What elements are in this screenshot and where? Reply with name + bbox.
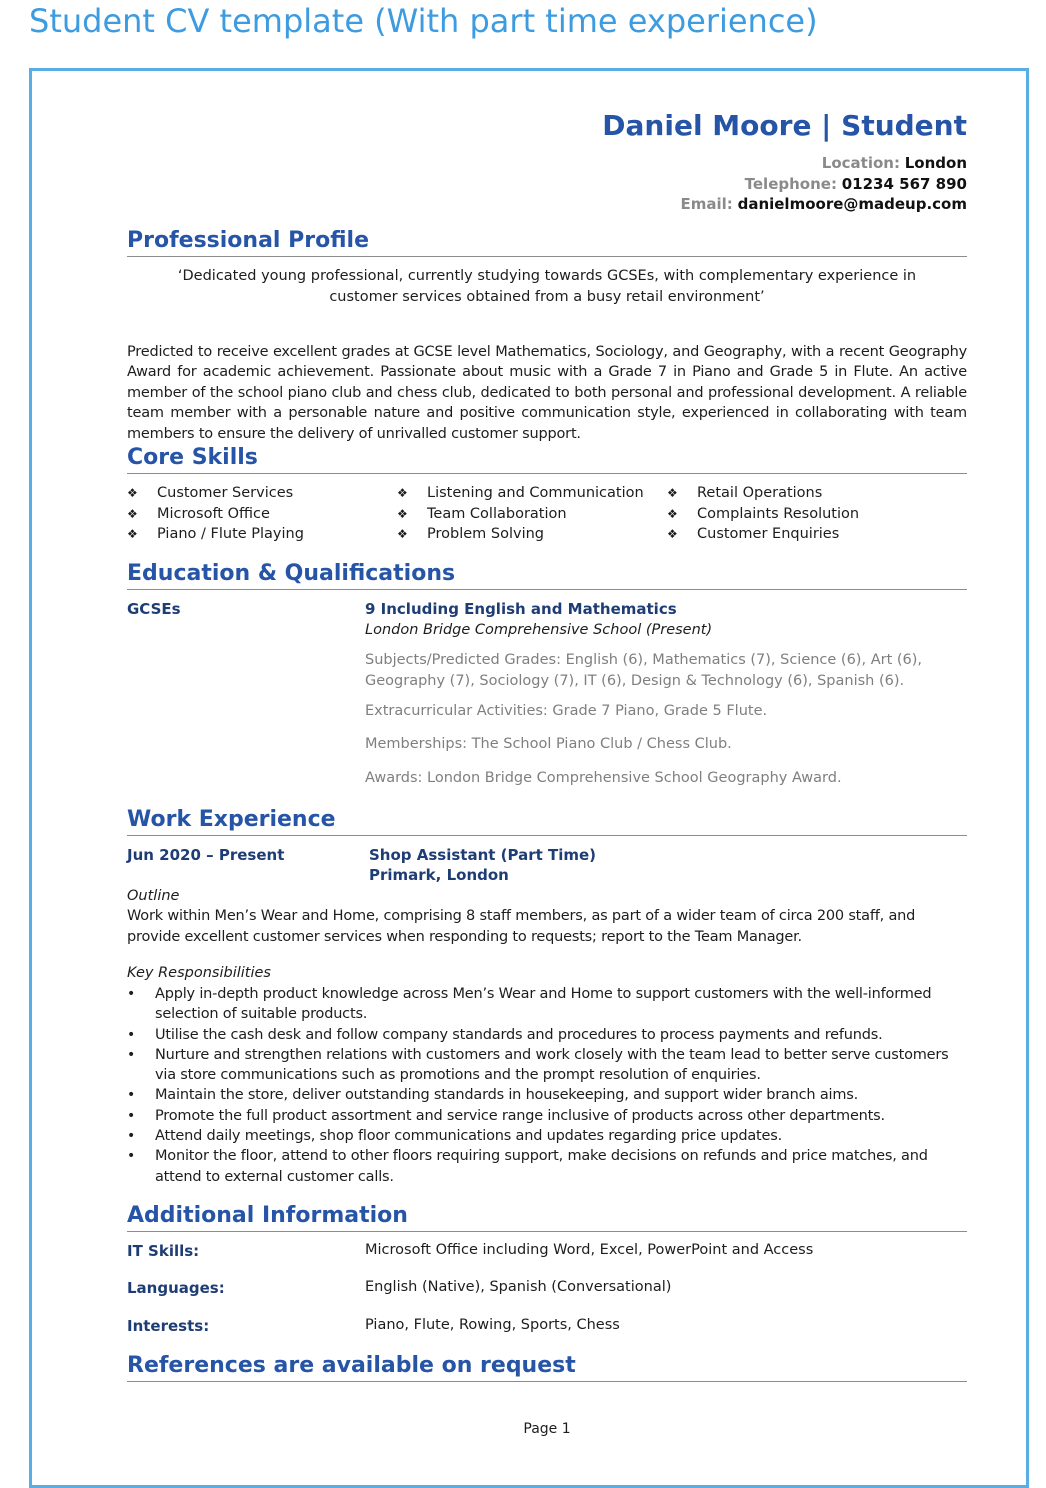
contact-label: Telephone: xyxy=(744,174,837,193)
skill-item: ❖ Problem Solving xyxy=(397,524,644,545)
education-memberships: Memberships: The School Piano Club / Chess Club. xyxy=(365,736,732,752)
contact-label: Email: xyxy=(680,195,733,213)
contact-email xyxy=(681,194,967,215)
info-value-it: Microsoft Office including Word, Excel, PowerPoint and Access xyxy=(365,1242,814,1258)
candidate-name: Daniel Moore | Student xyxy=(602,109,967,142)
job-outline: Work within Men’s Wear and Home, comprising 8 staff members, as part of a wider team of circa 200 staff, and provide excellent customer services when responding to requests; report to the Team Manager. xyxy=(127,908,916,945)
skill-item: ❖ Listening and Communication xyxy=(397,483,644,504)
cv-document-frame xyxy=(29,68,1029,1488)
education-extracurricular: Extracurricular Activities: Grade 7 Piano, Grade 5 Flute. xyxy=(365,703,768,719)
skill-item: ❖ Piano / Flute Playing xyxy=(127,524,304,545)
contact-details xyxy=(681,153,967,215)
skill-item: ❖ Customer Services xyxy=(127,483,304,504)
education-heading: 9 Including English and Mathematics xyxy=(365,600,677,618)
job-dates: Jun 2020 – Present xyxy=(127,846,285,864)
skill-item: ❖ Customer Enquiries xyxy=(667,524,859,545)
section-title-references: References are available on request xyxy=(127,1352,967,1382)
page-number: Page 1 xyxy=(523,1421,571,1437)
skill-item: ❖ Complaints Resolution xyxy=(667,504,859,525)
section-title-work: Work Experience xyxy=(127,806,967,836)
contact-value: London xyxy=(904,154,967,172)
skill-item: ❖ Retail Operations xyxy=(667,483,859,504)
contact-value: danielmoore@madeup.com xyxy=(737,195,967,213)
responsibility-item: • Promote the full product assortment and service range inclusive of products across other departments. xyxy=(155,1106,967,1126)
contact-label: Location: xyxy=(821,154,900,172)
responsibility-item: • Apply in-depth product knowledge across Men’s Wear and Home to support customers with the well-informed selection of suitable products. xyxy=(155,984,967,1025)
education-school: London Bridge Comprehensive School (Present) xyxy=(365,622,713,638)
job-employer: Primark, London xyxy=(369,866,509,884)
info-label-languages: Languages: xyxy=(127,1279,225,1297)
education-awards: Awards: London Bridge Comprehensive School Geography Award. xyxy=(365,770,842,786)
section-title-skills: Core Skills xyxy=(127,444,967,474)
education-label: GCSEs xyxy=(127,600,181,618)
skill-item: ❖ Microsoft Office xyxy=(127,504,304,525)
section-title-education: Education & Qualifications xyxy=(127,560,967,590)
contact-value: 01234 567 890 xyxy=(841,174,967,193)
education-subjects: Subjects/Predicted Grades: English (6), Mathematics (7), Science (6), Art (6), Geography (7), Sociology (7), IT (6), Design & Technology (6), Spanish (6). xyxy=(365,652,923,689)
page-heading: Student CV template (With part time experience) xyxy=(29,2,818,40)
profile-quote-line: customer services obtained from a busy retail environment’ xyxy=(329,288,765,305)
responsibility-item: • Nurture and strengthen relations with customers and work closely with the team lead to better serve customers via store communications such as promotions and the prompt resolution of enquiries. xyxy=(155,1045,967,1086)
profile-summary: Predicted to receive excellent grades at GCSE level Mathematics, Sociology, and Geography, with a recent Geography Award for academic achievement. Passionate about music with a Grade 7 in Piano and Grade 5 in Flute. An active member of the school piano club and chess club, dedicated to both personal and professional development. A reliable team member with a personable nature and positive communication style, experienced in collaborating with team members to ensure the delivery of unrivalled customer support. xyxy=(127,343,967,442)
responsibilities-list xyxy=(127,984,967,1187)
info-value-interests: Piano, Flute, Rowing, Sports, Chess xyxy=(365,1317,620,1333)
section-title-additional: Additional Information xyxy=(127,1202,967,1232)
profile-quote xyxy=(127,266,967,307)
info-label-it: IT Skills: xyxy=(127,1242,200,1260)
skill-item: ❖ Team Collaboration xyxy=(397,504,644,525)
skills-column xyxy=(127,483,304,545)
section-title-profile: Professional Profile xyxy=(127,227,967,257)
responsibility-item: • Maintain the store, deliver outstanding standards in housekeeping, and support wider branch aims. xyxy=(155,1085,967,1105)
responsibilities-label: Key Responsibilities xyxy=(127,965,271,981)
info-label-interests: Interests: xyxy=(127,1317,210,1335)
responsibility-item: • Monitor the floor, attend to other floors requiring support, make decisions on refunds and price matches, and attend to external customer calls. xyxy=(155,1146,967,1187)
profile-quote-line: ‘Dedicated young professional, currently studying towards GCSEs, with complementary experience in xyxy=(177,268,917,284)
job-role: Shop Assistant (Part Time) xyxy=(369,846,597,864)
responsibility-item: • Attend daily meetings, shop floor communications and updates regarding price updates. xyxy=(155,1126,967,1146)
contact-location xyxy=(681,153,967,174)
info-value-languages: English (Native), Spanish (Conversational) xyxy=(365,1279,672,1295)
skills-column xyxy=(667,483,859,545)
skills-column xyxy=(397,483,644,545)
contact-telephone xyxy=(681,174,967,195)
responsibility-item: • Utilise the cash desk and follow company standards and procedures to process payments and refunds. xyxy=(155,1025,967,1045)
outline-label: Outline xyxy=(127,888,180,904)
